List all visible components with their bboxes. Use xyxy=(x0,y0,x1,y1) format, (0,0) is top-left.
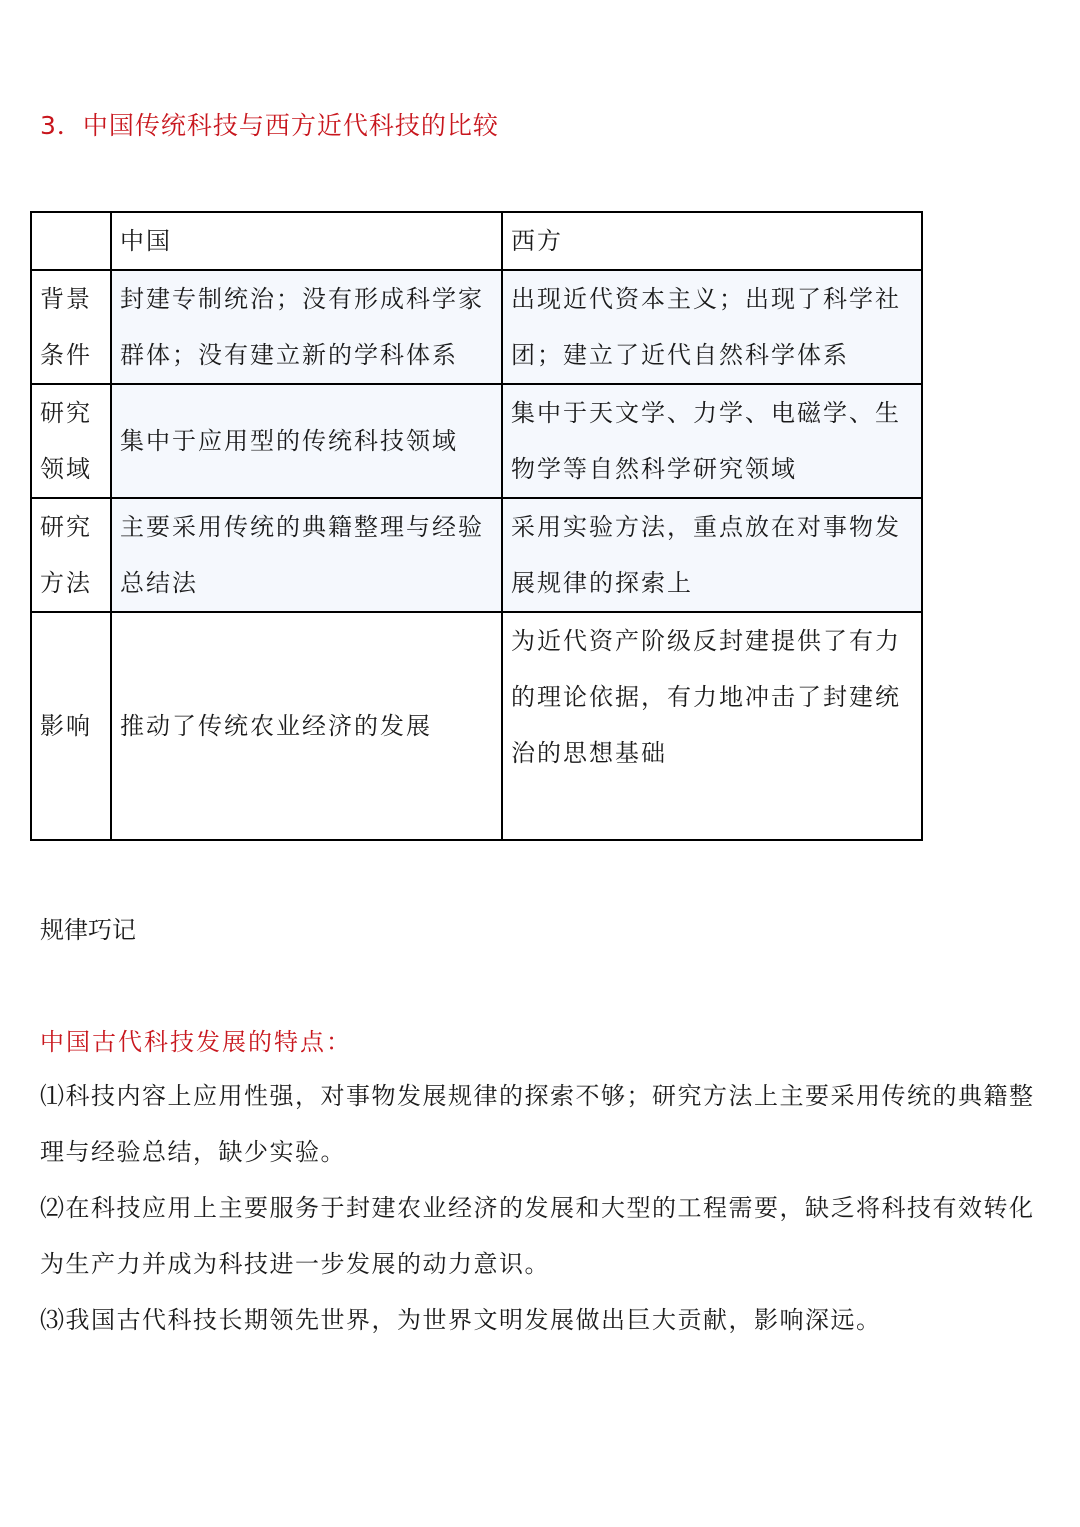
row-label: 背景条件 xyxy=(31,270,111,384)
header-blank-cell xyxy=(31,212,111,270)
cell-china: 主要采用传统的典籍整理与经验总结法 xyxy=(111,498,502,612)
cell-china: 推动了传统农业经济的发展 xyxy=(111,612,502,840)
features-list xyxy=(40,1068,1050,1348)
row-label: 影响 xyxy=(31,612,111,840)
row-label: 研究领域 xyxy=(31,384,111,498)
table-row xyxy=(31,498,922,612)
feature-point: ⑶我国古代科技长期领先世界，为世界文明发展做出巨大贡献，影响深远。 xyxy=(40,1306,882,1334)
cell-west: 集中于天文学、力学、电磁学、生物学等自然科学研究领域 xyxy=(502,384,922,498)
cell-west: 出现近代资本主义；出现了科学社团；建立了近代自然科学体系 xyxy=(502,270,922,384)
memo-heading: 规律巧记 xyxy=(40,916,136,944)
feature-point: ⑴科技内容上应用性强，对事物发展规律的探索不够；研究方法上主要采用传统的典籍整理与经验总结，缺少实验。 xyxy=(40,1082,1035,1166)
feature-point: ⑵在科技应用上主要服务于封建农业经济的发展和大型的工程需要，缺乏将科技有效转化为生产力并成为科技进一步发展的动力意识。 xyxy=(40,1194,1035,1278)
cell-west: 为近代资产阶级反封建提供了有力的理论依据，有力地冲击了封建统治的思想基础 xyxy=(502,612,922,840)
comparison-table xyxy=(30,211,923,841)
table-header-row xyxy=(31,212,922,270)
table-row xyxy=(31,270,922,384)
cell-west: 采用实验方法，重点放在对事物发展规律的探索上 xyxy=(502,498,922,612)
row-label: 研究方法 xyxy=(31,498,111,612)
features-heading: 中国古代科技发展的特点： xyxy=(40,1028,352,1056)
table-row xyxy=(31,384,922,498)
section-title: 3．中国传统科技与西方近代科技的比较 xyxy=(40,111,499,140)
table-row xyxy=(31,612,922,840)
header-china: 中国 xyxy=(111,212,502,270)
cell-china: 集中于应用型的传统科技领域 xyxy=(111,384,502,498)
header-west: 西方 xyxy=(502,212,922,270)
cell-china: 封建专制统治；没有形成科学家群体；没有建立新的学科体系 xyxy=(111,270,502,384)
